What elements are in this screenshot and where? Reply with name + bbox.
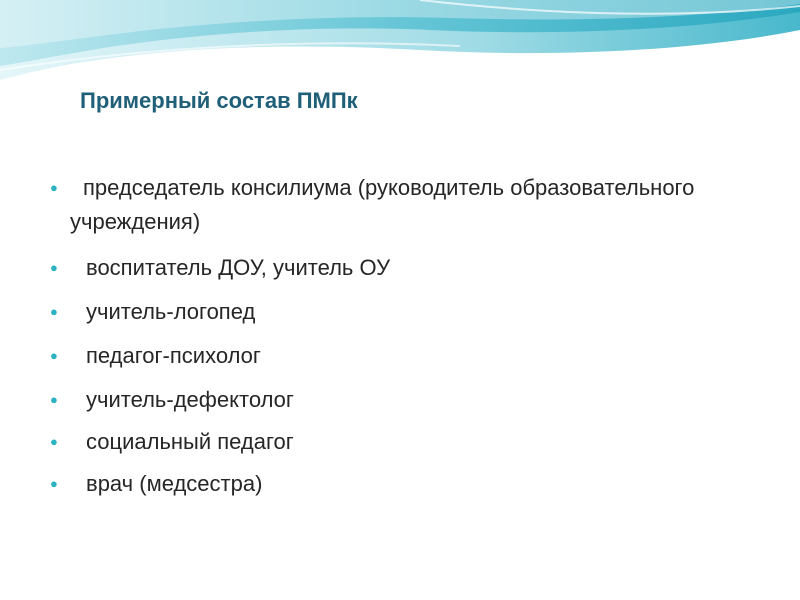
list-item-doctor bbox=[50, 467, 750, 501]
bullet-icon: ● bbox=[50, 476, 58, 491]
bullet-icon: ● bbox=[50, 348, 58, 363]
list-item-speech-therapist bbox=[50, 295, 750, 329]
list-item-text: учитель-логопед bbox=[86, 299, 256, 324]
list-item-text: воспитатель ДОУ, учитель ОУ bbox=[86, 255, 391, 280]
bullet-icon: ● bbox=[50, 304, 58, 319]
list-item-chairman bbox=[50, 171, 750, 239]
list-item-social-pedagogue bbox=[50, 425, 750, 459]
bullet-icon: ● bbox=[50, 434, 58, 449]
bullet-icon: ● bbox=[50, 260, 58, 275]
list-item-text: социальный педагог bbox=[86, 429, 294, 454]
list-item-educator bbox=[50, 251, 750, 285]
list-item-text: врач (медсестра) bbox=[86, 471, 263, 496]
bullet-icon: ● bbox=[50, 180, 58, 195]
list-item-psychologist bbox=[50, 339, 750, 373]
list-item-text: педагог-психолог bbox=[86, 343, 261, 368]
list-item-defectologist bbox=[50, 383, 750, 417]
slide-title: Примерный состав ПМПк bbox=[80, 88, 358, 113]
list-item-text: учитель-дефектолог bbox=[86, 387, 294, 412]
wave-header-decoration bbox=[0, 0, 800, 90]
bullet-icon: ● bbox=[50, 392, 58, 407]
list-item-text: председатель консилиума (руководитель образовательного учреждения) bbox=[70, 175, 695, 234]
